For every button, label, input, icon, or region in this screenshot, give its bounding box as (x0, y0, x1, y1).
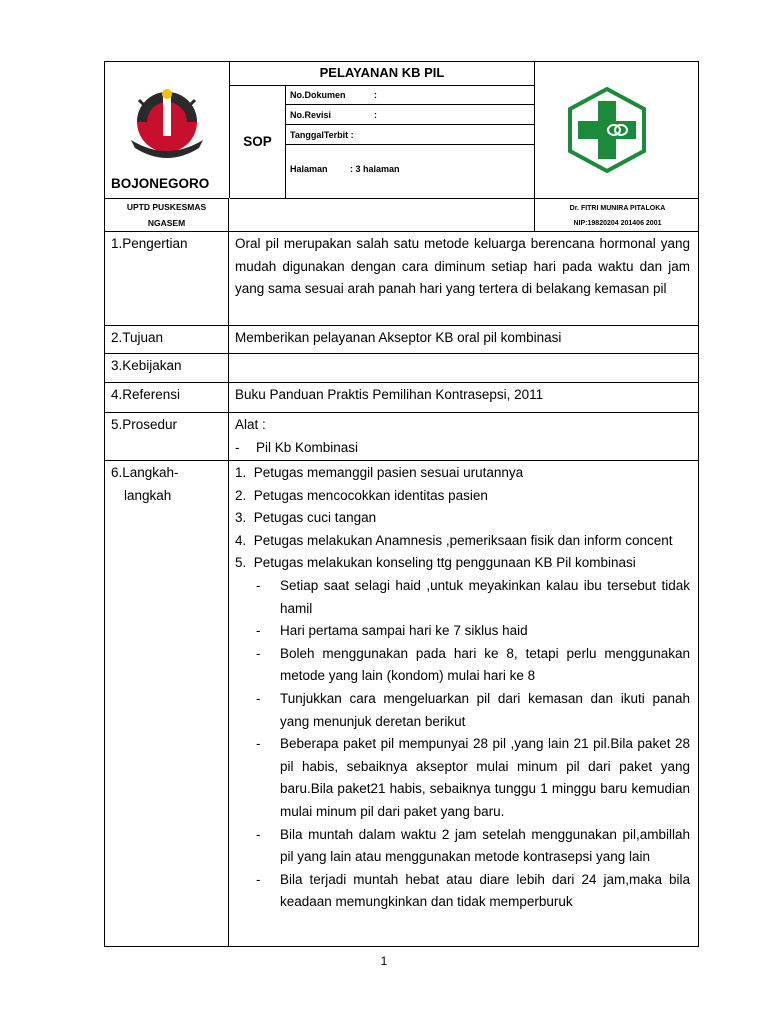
row-kebijakan (105, 354, 698, 383)
sub-item: - Beberapa paket pil mempunyai 28 pil ,yang lain 21 pil.Bila paket 28 pil habis, sebaiknya akseptor mulai minum pil dari paket yang baru.Bila paket21 habis, sebaiknya tunggu 1 minggu baru kemudian mulai minum pil dari paket yang baru. (256, 736, 690, 819)
document-header (105, 62, 698, 232)
sub-item: - Tunjukkan cara mengeluarkan pil dari kemasan dan ikuti panah yang menunjuk deretan berikut (256, 690, 690, 729)
uptd-name: UPTD PUSKESMAS NGASEM (105, 198, 229, 231)
row-label: 4.Referensi (105, 383, 229, 412)
row-langkah (105, 461, 698, 947)
header-blank-cell (230, 198, 534, 232)
list-item: 5. Petugas melakukan konseling ttg penggunaan KB Pil kombinasi (235, 555, 636, 571)
row-label: 6.Langkah- langkah (105, 461, 229, 947)
row-content (230, 461, 698, 914)
row-content: Alat : - Pil Kb Kombinasi (235, 417, 359, 455)
page-number: 1 (380, 954, 388, 968)
meta-tanggal-terbit: TanggalTerbit : (286, 125, 534, 145)
meta-no-revisi: No.Revisi : (286, 105, 534, 125)
sop-document (104, 61, 699, 947)
row-referensi (105, 383, 698, 413)
sub-item: - Bila muntah dalam waktu 2 jam setelah menggunakan pil,ambillah pil yang lain atau menggunakan metode kontrasepsi yang lain (256, 826, 690, 865)
document-title: PELAYANAN KB PIL (230, 62, 534, 86)
logo-text: BOJONEGORO (111, 176, 210, 191)
row-content (230, 354, 698, 355)
puskesmas-logo-cell (534, 62, 699, 198)
doctor-signature: Dr. FITRI MUNIRA PITALOKA NIP:19820204 201406 2001 (534, 198, 699, 231)
puskesmas-logo-icon (566, 87, 648, 173)
list-item: 4. Petugas melakukan Anamnesis ,pemeriksaan fisik dan inform concent (235, 532, 673, 548)
row-content: Memberikan pelayanan Akseptor KB oral pil kombinasi (235, 330, 562, 345)
meta-no-dokumen: No.Dokumen : (286, 85, 534, 105)
row-prosedur (105, 413, 698, 461)
row-label: 1.Pengertian (105, 232, 229, 325)
list-item: 3. Petugas cuci tangan (235, 510, 377, 526)
sub-item: - Boleh menggunakan pada hari ke 8, tetapi perlu menggunakan metode yang lain (kondom) mulai hari ke 8 (256, 645, 690, 684)
document-meta (286, 85, 534, 198)
row-tujuan (105, 326, 698, 354)
row-label: 5.Prosedur (105, 413, 229, 460)
bojonegoro-emblem-icon (125, 82, 209, 166)
logo-cell (105, 62, 230, 198)
sub-item: - Hari pertama sampai hari ke 7 siklus haid (256, 623, 528, 639)
meta-halaman: Halaman : 3 halaman (290, 164, 400, 174)
row-label: 2.Tujuan (105, 326, 229, 353)
list-item: 1. Petugas memanggil pasien sesuai urutannya (235, 465, 524, 480)
sub-item: - Setiap saat selagi haid ,untuk meyakinkan kalau ibu tersebut tidak hamil (256, 577, 690, 616)
row-label: 3.Kebijakan (105, 354, 229, 382)
sop-label: SOP (230, 85, 286, 198)
row-content: Buku Panduan Praktis Pemilihan Kontrasepsi, 2011 (235, 387, 544, 402)
sub-item: - Bila terjadi muntah hebat atau diare lebih dari 24 jam,maka bila keadaan memungkinkan dan tidak memperburuk (256, 871, 690, 910)
row-pengertian (105, 232, 698, 326)
row-content: Oral pil merupakan salah satu metode keluarga berencana hormonal yang mudah digunakan dengan cara diminum setiap hari pada waktu dan jam yang sama sesuai arah panah hari yang tertera di belakang kemasan pil (235, 236, 690, 297)
list-item: 2. Petugas mencocokkan identitas pasien (235, 487, 488, 503)
